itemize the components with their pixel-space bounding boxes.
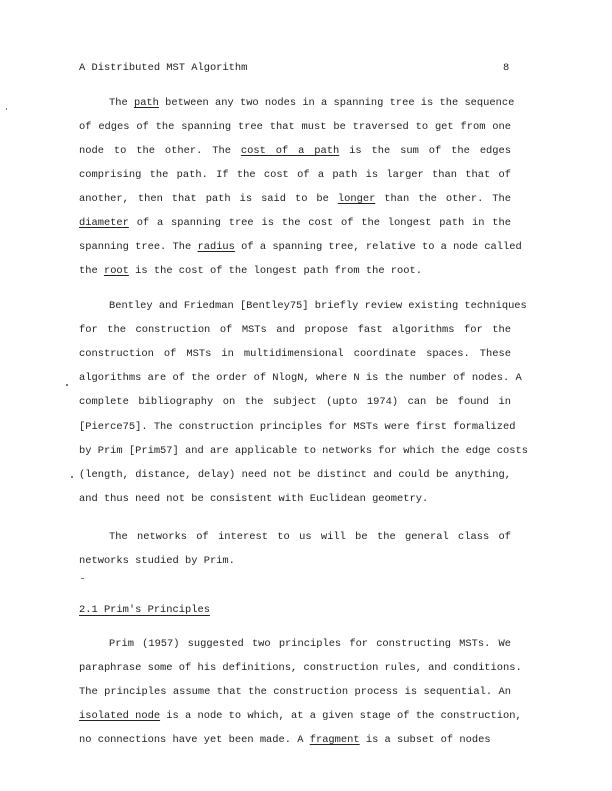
defined-term: longer — [337, 193, 376, 205]
defined-term: fragment — [309, 734, 360, 746]
defined-term: cost of a path — [240, 145, 340, 157]
text-line: The principles assume that the construction process is sequential. An — [79, 686, 511, 698]
text-line: paraphrase some of his definitions, construction rules, and conditions. — [79, 662, 522, 674]
text-line: networks studied by Prim. — [79, 555, 235, 567]
text-line: for the construction of MSTs and propose fast algorithms for the — [79, 324, 511, 337]
page-number: 8 — [503, 62, 510, 74]
text-line: node to the other. The cost of a path is the sum of the edges — [79, 145, 511, 157]
text-line: The networks of interest to us will be the general class of — [109, 531, 511, 543]
scan-speck — [71, 476, 73, 478]
defined-term: root — [103, 265, 129, 277]
text-line: the root is the cost of the longest path from the root. — [79, 265, 422, 277]
defined-term: diameter — [79, 217, 129, 229]
text-line: construction of MSTs in multidimensional coordinate spaces. These — [79, 348, 511, 361]
running-header-title: A Distributed MST Algorithm — [79, 62, 248, 74]
text-line: comprising the path. If the cost of a path is larger than that of — [79, 169, 511, 181]
defined-term: isolated node — [79, 710, 161, 722]
text-line: The path between any two nodes in a spanning tree is the sequence — [109, 97, 515, 109]
defined-term: path — [133, 97, 159, 109]
text-line: and thus need not be consistent with Euclidean geometry. — [79, 492, 429, 505]
text-line: spanning tree. The radius of a spanning tree, relative to a node called — [79, 241, 522, 253]
text-line: by Prim [Prim57] and are applicable to networks for which the edge costs — [79, 444, 528, 457]
scan-speck — [66, 384, 68, 386]
scan-speck — [6, 108, 7, 110]
defined-term: radius — [197, 241, 235, 253]
text-line: (length, distance, delay) need not be distinct and could be anything, — [79, 468, 511, 481]
text-line: another, then that path is said to be longer than the other. The — [79, 193, 511, 205]
text-line: complete bibliography on the subject (upto 1974) can be found in — [79, 396, 511, 409]
text-line: algorithms are of the order of NlogN, where N is the number of nodes. A — [79, 372, 522, 385]
text-line: isolated node is a node to which, at a given stage of the construction, — [79, 710, 522, 722]
text-line: of edges of the spanning tree that must be traversed to get from one — [79, 121, 511, 133]
text-line: diameter of a spanning tree is the cost of the longest path in the — [79, 217, 511, 229]
text-line: [Pierce75]. The construction principles for MSTs were first formalized — [79, 420, 516, 433]
text-line: Bentley and Friedman [Bentley75] briefly review existing techniques — [109, 300, 527, 312]
scan-speck — [81, 578, 84, 579]
text-line: Prim (1957) suggested two principles for constructing MSTs. We — [109, 638, 511, 650]
text-line: no connections have yet been made. A fragment is a subset of nodes — [79, 734, 491, 746]
section-heading: 2.1 Prim's Principles — [79, 604, 210, 616]
